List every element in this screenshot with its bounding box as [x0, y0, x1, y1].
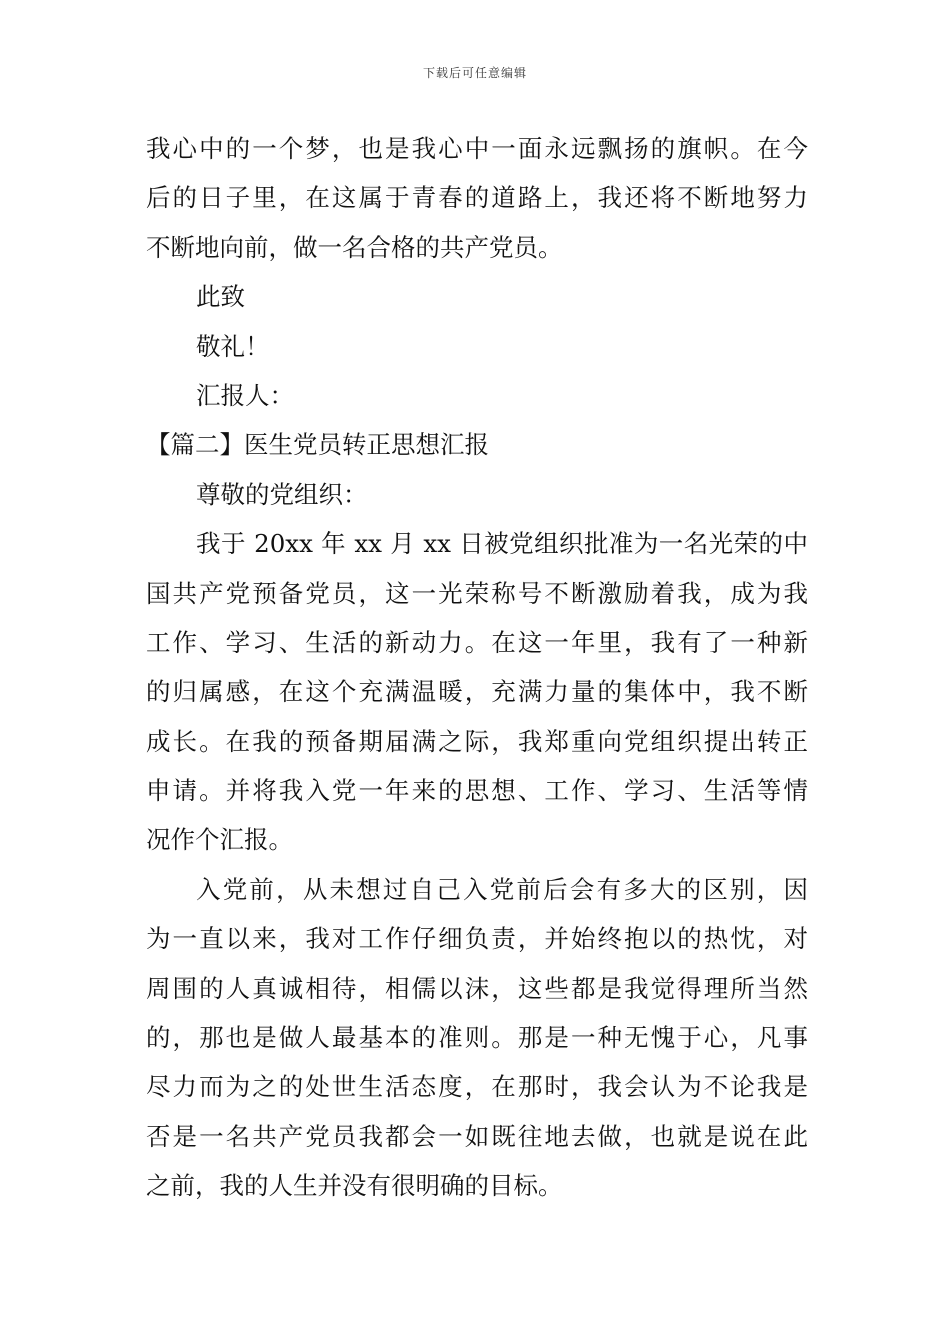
- text-line: 入党前，从未想过自己入党前后会有多大的区别，因: [196, 874, 808, 904]
- page-header: 下载后可任意编辑: [422, 66, 527, 80]
- text-line: 我于 20xx 年 xx 月 xx 日被党组织批准为一名光荣的中: [196, 529, 808, 559]
- text-line: 不断地向前，做一名合格的共产党员。: [146, 232, 563, 262]
- text-line: 周围的人真诚相待，相儒以沫，这些都是我觉得理所当然: [146, 973, 808, 1003]
- document-body: [146, 124, 808, 1211]
- text-line: 工作、学习、生活的新动力。在这一年里，我有了一种新: [146, 627, 808, 657]
- text-line: 之前，我的人生并没有很明确的目标。: [146, 1171, 563, 1201]
- text-line: 成长。在我的预备期届满之际，我郑重向党组织提出转正: [146, 726, 808, 756]
- text-line: 的，那也是做人最基本的准则。那是一种无愧于心，凡事: [146, 1023, 808, 1053]
- reporter-label: 汇报人：: [196, 380, 294, 410]
- text-line: 我心中的一个梦，也是我心中一面永远飘扬的旗帜。在今: [146, 134, 808, 163]
- greeting: 尊敬的党组织：: [196, 479, 368, 509]
- text-line: 后的日子里，在这属于青春的道路上，我还将不断地努力: [146, 183, 808, 213]
- text-line: 尽力而为之的处世生活态度，在那时，我会认为不论我是: [146, 1072, 808, 1102]
- section-heading: 【篇二】医生党员转正思想汇报: [146, 430, 489, 460]
- text-line: 的归属感，在这个充满温暖，充满力量的集体中，我不断: [146, 677, 808, 707]
- text-line: 否是一名共产党员我都会一如既往地去做，也就是说在此: [146, 1121, 808, 1151]
- closing-salutation: 此致: [196, 282, 245, 312]
- text-line: 申请。并将我入党一年来的思想、工作、学习、生活等情: [146, 776, 808, 806]
- text-line: 为一直以来，我对工作仔细负责，并始终抱以的热忱，对: [146, 924, 808, 954]
- closing-regards: 敬礼！: [196, 331, 270, 361]
- text-line: 国共产党预备党员，这一光荣称号不断激励着我，成为我: [146, 578, 808, 608]
- text-line: 况作个汇报。: [146, 825, 293, 855]
